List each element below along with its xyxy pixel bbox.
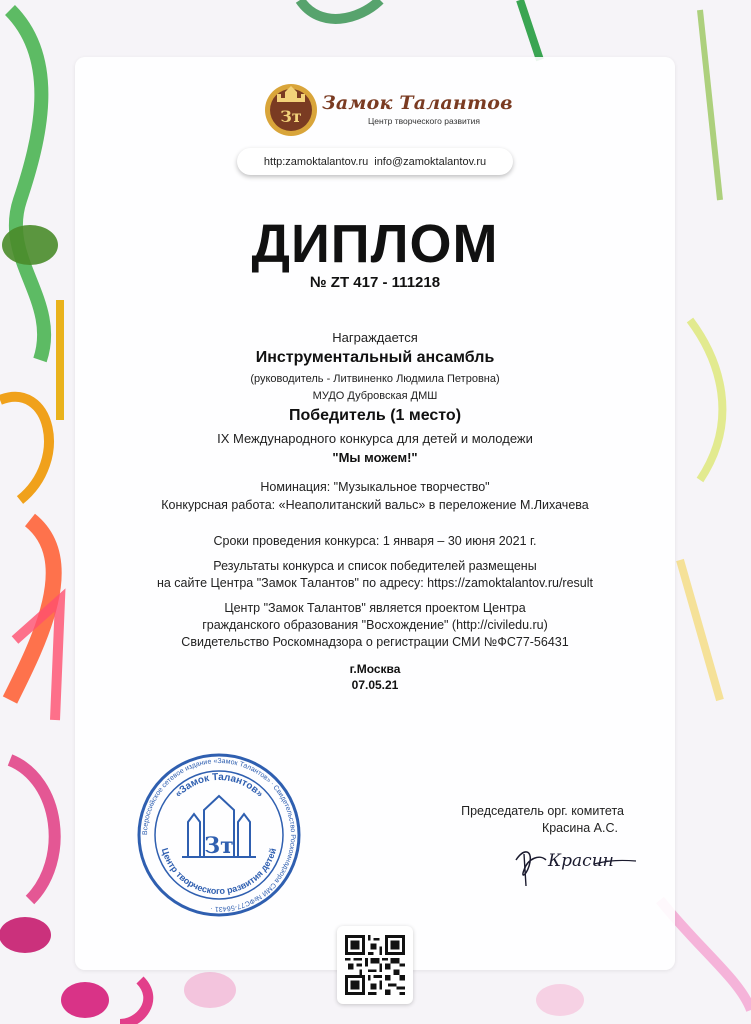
dates-text: Сроки проведения конкурса: 1 января – 30 июня 2021 г. [213,534,537,548]
signatory-role: Председатель орг. комитета [461,804,624,818]
work-text: Конкурсная работа: «Неаполитанский вальс» в переложение М.Лихачева [161,498,589,512]
results-line-1: Результаты конкурса и список победителей размещены [213,559,537,573]
diploma-title: ДИПЛОМ [251,214,499,274]
project-line-1: Центр "Замок Талантов" является проектом Центра [224,601,526,615]
contest-text: IX Международного конкурса для детей и молодежи [217,431,533,446]
logo-monogram: Зт [280,107,302,126]
awarded-label: Награждается [332,330,418,345]
project-line-2: гражданского образования "Восхождение" (http://civiledu.ru) [202,618,548,632]
date-text: 07.05.21 [351,678,399,692]
school-text: МУДО Дубровская ДМШ [312,390,438,402]
results-line-2: на сайте Центра "Замок Талантов" по адресу: https://zamoktalantov.ru/result [156,576,594,590]
website-link[interactable]: http:zamoktalantov.ru [263,155,369,168]
seal-monogram: Зт [204,833,234,859]
contacts-pill [237,148,513,175]
diploma-number: № ZT 417 - 111218 [309,274,441,291]
city-text: г.Москва [349,662,401,676]
email-link[interactable]: info@zamoktalantov.ru [374,155,487,168]
recipient-name: Инструментальный ансамбль [255,349,495,366]
blue-seal-stamp [136,752,302,918]
signature-handwriting: Красин [548,851,614,871]
brand-name: Замок Талантов [322,92,513,114]
qr-code[interactable] [337,926,413,1004]
seal-inner-bottom-text: Центр творческого развития детей [159,846,279,897]
place-text: Победитель (1 место) [288,407,462,424]
brand-subtitle: Центр творческого развития [368,116,480,126]
handwritten-signature [510,830,640,890]
nomination-text: Номинация: "Музыкальное творчество" [260,480,490,494]
seal-inner-top-text: «Замок Талантов» [172,771,266,800]
seal-outer-text: Всероссийское сетевое издание «Замок Талантов» · Свидетельство Роскомнадзора СМИ №ФС77-56431 · [141,757,297,913]
leader-text: (руководитель - Литвиненко Людмила Петровна) [250,373,500,385]
project-line-3: Свидетельство Роскомнадзора о регистрации СМИ №ФС77-56431 [181,635,569,649]
qr-code-icon [345,935,405,995]
contest-name: "Мы можем!" [332,450,418,465]
signatory-name: Красина А.С. [541,821,618,835]
